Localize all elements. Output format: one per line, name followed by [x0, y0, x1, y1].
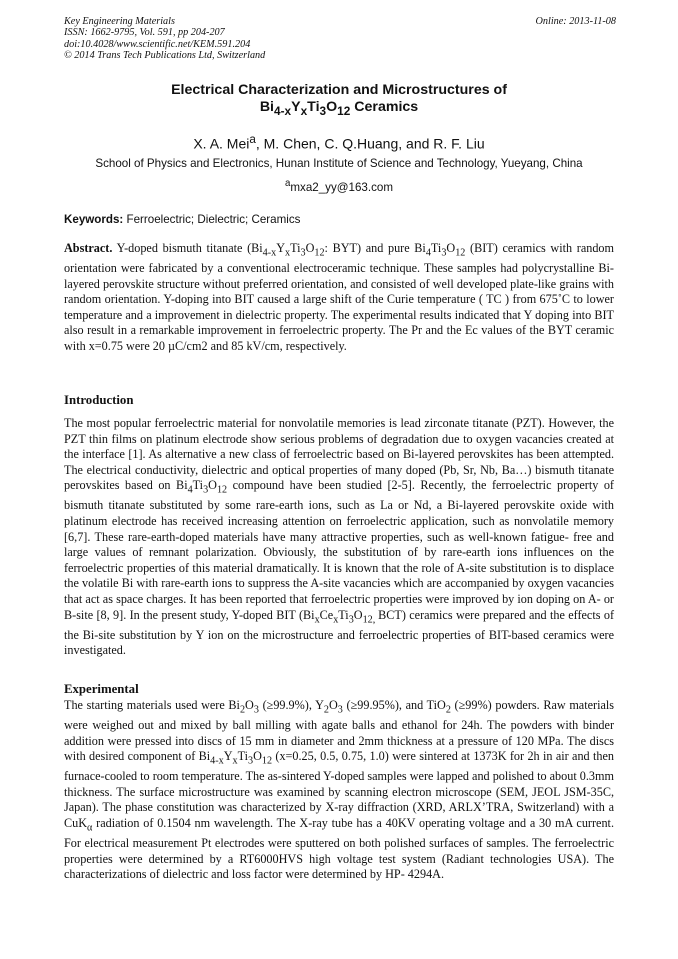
title-line-2: $Bi_{4-x}Y_xTi_3O_{12}$ Ceramics — [259, 99, 419, 118]
doi-line: doi:10.4028/www.scientific.net/KEM.591.204 — [64, 38, 251, 50]
abstract: Abstract. Y-doped bismuth titanate ($Bi_{4-x}Y_xTi_3O_{12}$: BYT) and pure $Bi_4Ti_3O_{12}$ (BIT) ceramics with random orientation were fabricated by a conventional electroceramic technique. These samples had polycrystalline Bi-layered perovskite structure without preferred orientation, and consisted of well developed plate-like grains with random orientation. Y-doping into BIT caused a large shift of the Curie temperature ( TC ) from 675˚C to lower temperature and a improvement in dielectric property. The experimental results indicated that Y doping into BIT also result in a remarkable improvement in ferroelectric property. The Pr and the Ec values of the BYT ceramic with x=0.75 were 20 µC/cm2 and 85 kV/cm, respectively. — [64, 241, 614, 353]
abstract-label: Abstract. — [64, 241, 113, 255]
online-date: Online: 2013-11-08 — [535, 16, 616, 27]
experimental-heading: Experimental — [64, 682, 139, 696]
keywords-text: Ferroelectric; Dielectric; Ceramics — [123, 213, 301, 226]
copyright-line: © 2014 Trans Tech Publications Ltd, Switzerland — [64, 49, 266, 61]
introduction-body: The most popular ferroelectric material for nonvolatile memories is lead zirconate titanate (PZT). However, the PZT thin films on platinum electrode show serious problems of degradation due to oxygen vacancies created at the interface [1]. As alternative a new class of ferroelectric based on Bi-layered perovskites has been attempted. The electrical conductivity, dielectric and optical properties of many doped (Pb, Sr, Nb, Ba…) bismuth titanate perovskites based on $Bi_4Ti_3O_{12}$ compound have been studied [2-5]. Recently, the ferroelectric property of bismuth titanate substituted by some rare-earth ions, such as La or Nd, a Bi-layered perovskite oxide with platinum electrode has received increasing attention on ferroelectric application, such as nonvolatile memory [6,7]. These rare-earth-doped materials have many attractive properties, such as well-known fatigue- free and large values of remnant polarization. Obviously, the substitution of by rare-earth ions influences on the ferroelectric properties of this material dramatically. It is known that the role of A-site substitution is to displace the volatile Bi with rare-earth ions to suppress the A-site vacancies which are accompanied by oxygen vacancies that act as space charges. It has been reported that ferroelectric properties were improved by ion doping on A- or B-site [8, 9]. In the present study, Y-doped BIT ($Bi_xCe_xTi_3O_{12,}$ BCT) ceramics were prepared and the effects of the Bi-site substitution by Y ion on the microstructure and ferroelectric properties of BIT-based ceramics were investigated. — [64, 416, 614, 658]
affiliation: School of Physics and Electronics, Hunan Institute of Science and Technology, Yueyang, China — [95, 157, 583, 170]
keywords-label: Keywords: — [64, 213, 124, 226]
author-email[interactable]: $^a$mxa2_yy@163.com — [284, 178, 393, 194]
experimental-body: The starting materials used were $Bi_2O_3$ (≥99.9%), $Y_2O_3$ (≥99.95%), and TiO$_2$ (≥99%) powders. Raw materials were weighed out and mixed by ball milling with agate balls and ethanol for 24h. The powders with binder addition were pressed into discs of 15 mm in diameter and 2mm thickness at a pressure of 120 MPa. The discs with desired component of $Bi_{4-x}Y_xTi_3O_{12}$ (x=0.25, 0.5, 0.75, 1.0) were sintered at 1373K for 2h in air and then furnace-cooled to room temperature. The as-sintered Y-doped samples were lapped and polished to about 0.3mm thickness. The surface microstructure was examined by scanning electron microscope (SEM, JEOL JSM-35C, Japan). The phase constitution was characterized by X-ray diffraction (XRD, ARLX’TRA, Switzerland) with a CuK$_\alpha$ radiation of 0.1504 nm wavelength. The X-ray tube has a 40KV operating voltage and a 30 mA current. For electrical measurement Pt electrodes were sputtered on both polished surfaces of samples. The ferroelectric properties were determined by a RT6000HVS high voltage test system (Radiant technologies USA). The characterizations of dielectric and loss factor were determined by HP- 4294A. — [64, 698, 614, 882]
introduction-heading: Introduction — [64, 393, 134, 407]
journal-name: Key Engineering Materials — [64, 16, 175, 27]
keywords — [64, 213, 300, 226]
author-list: X. A. Mei$^a$, M. Chen, C. Q.Huang, and R. F. Liu — [193, 133, 485, 152]
title-line-1: Electrical Characterization and Microstructures of — [171, 82, 507, 98]
issn-line: ISSN: 1662-9795, Vol. 591, pp 204-207 — [64, 27, 225, 39]
journal-header — [64, 16, 265, 61]
paper-title — [0, 82, 678, 120]
